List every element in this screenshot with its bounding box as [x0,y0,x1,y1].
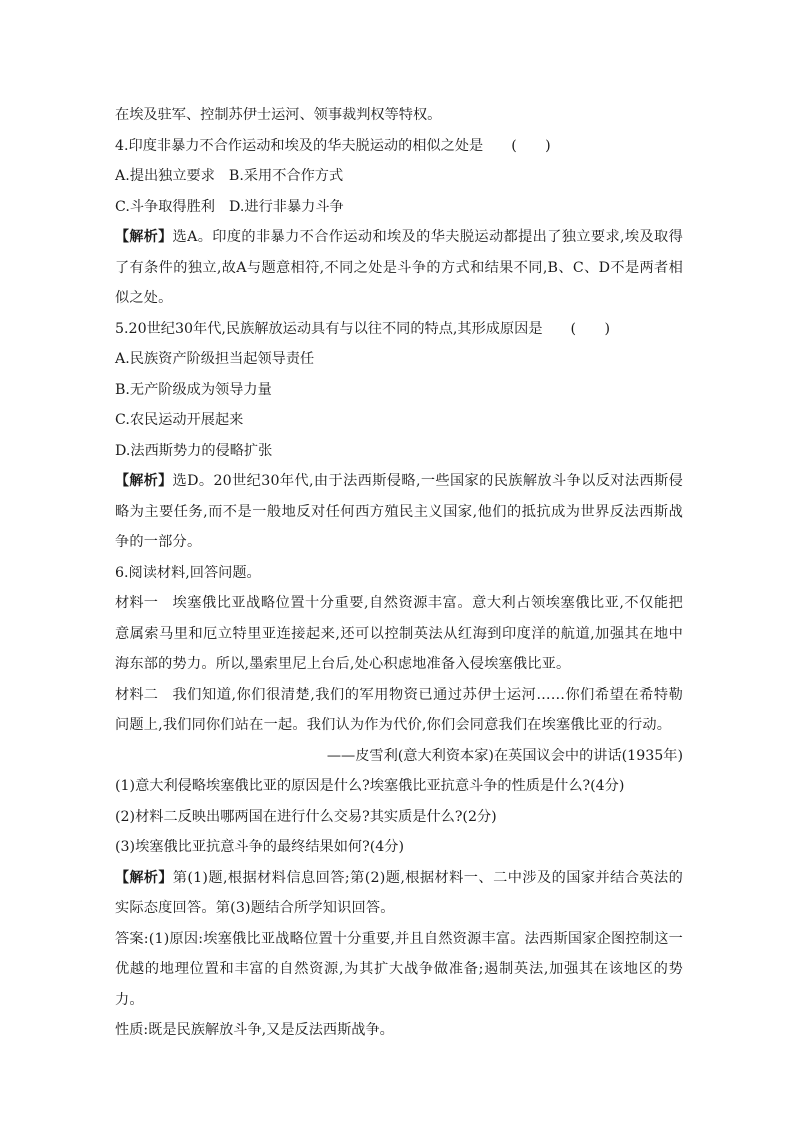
question-5-analysis [115,466,683,558]
question-text: 4.印度非暴力不合作运动和埃及的华夫脱运动的相似之处是 [115,137,484,154]
material-label: 材料二 [115,686,159,703]
option-d: D.进行非暴力斗争 [229,198,344,215]
analysis-tag: 【解析】 [115,229,173,245]
answer-text: 答案:(1)原因:埃塞俄比亚战略位置十分重要,并且自然资源丰富。法西斯国家企图控制这一优越的地理位置和丰富的自然资源,为其扩大战争做准备;遏制英法,加强其在该地区的势力。 [115,930,683,1008]
text-line: 在埃及驻军、控制苏伊士运河、领事裁判权等特权。 [115,107,442,123]
question-6-stem: 6.阅读材料,回答问题。 [115,564,261,581]
question-6-analysis [115,863,683,924]
material-2 [115,680,683,741]
analysis-text: 选A。印度的非暴力不合作运动和埃及的华夫脱运动都提出了独立要求,埃及取得了有条件的独立,故A与题意相符,不同之处是斗争的方式和结果不同,B、C、D不是两者相似之处。 [115,229,683,306]
question-4-stem [115,131,683,162]
question-4-options-ab [115,161,683,192]
sub-question-3: (3)埃塞俄比亚抗意斗争的最终结果如何?(4分) [115,839,404,855]
option-b: B.采用不合作方式 [228,168,344,184]
material-1 [115,588,683,680]
sub-question-1: (1)意大利侵略埃塞俄比亚的原因是什么?埃塞俄比亚抗意斗争的性质是什么?(4分) [115,778,625,794]
material-source: ——皮雪利(意大利资本家)在英国议会中的讲话(1935年) [326,747,683,764]
option-a: A.民族资产阶级担当起领导责任 [115,351,315,367]
sub-question-2: (2)材料二反映出哪两国在进行什么交易?其实质是什么?(2分) [115,808,497,825]
question-4-options-cd [115,192,683,223]
answer-blank: ( ) [570,320,610,337]
option-c: C.农民运动开展起来 [115,412,244,428]
material-text: 我们知道,你们很清楚,我们的军用物资已通过苏伊士运河……你们希望在希特勒问题上,我们同你们站在一起。我们认为作为代价,你们会同意我们在埃塞俄比亚的行动。 [115,686,683,733]
document-page [115,100,683,1046]
option-b: B.无产阶级成为领导力量 [115,381,272,398]
question-text: 5.20世纪30年代,民族解放运动具有与以往不同的特点,其形成原因是 [115,320,543,337]
option-d: D.法西斯势力的侵略扩张 [115,442,273,459]
analysis-text: 第(1)题,根据材料信息回答;第(2)题,根据材料一、二中涉及的国家并结合英法的实际态度回答。第(3)题结合所学知识回答。 [115,869,683,916]
analysis-text: 选D。20世纪30年代,由于法西斯侵略,一些国家的民族解放斗争以反对法西斯侵略为主要任务,而不是一般地反对任何西方殖民主义国家,他们的抵抗成为世界反法西斯战争的一部分。 [115,473,683,550]
option-a: A.提出独立要求 [115,168,215,184]
option-c: C.斗争取得胜利 [115,198,215,215]
question-5-stem [115,314,683,345]
answer-blank: ( ) [511,137,551,154]
analysis-tag: 【解析】 [115,869,173,886]
answer-nature: 性质:既是民族解放斗争,又是反法西斯战争。 [115,1022,394,1038]
analysis-tag: 【解析】 [115,473,173,489]
material-label: 材料一 [115,595,159,611]
question-4-analysis [115,222,683,314]
material-text: 埃塞俄比亚战略位置十分重要,自然资源丰富。意大利占领埃塞俄比亚,不仅能把意属索马里和厄立特里亚连接起来,还可以控制英法从红海到印度洋的航道,加强其在地中海东部的势力。所以,墨索里尼上台后,处心积虑地准备入侵埃塞俄比亚。 [115,595,683,672]
